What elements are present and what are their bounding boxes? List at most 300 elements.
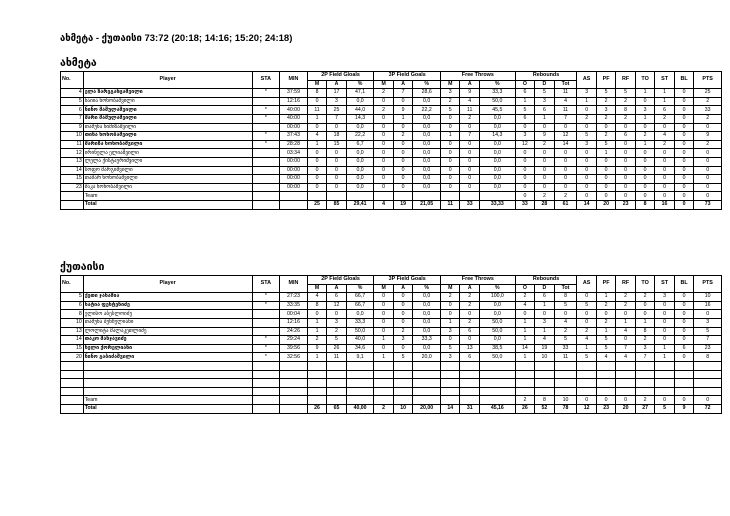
stat-pfc: 1 xyxy=(596,327,615,336)
stat-st: 3 xyxy=(655,293,674,302)
stat-pts: 0 xyxy=(694,175,722,184)
stat-pf: 0,0 xyxy=(479,140,515,149)
stat-rf: 6 xyxy=(616,132,635,141)
stat-pts: 7 xyxy=(694,336,722,345)
subheader-defensive: D xyxy=(535,80,554,89)
empty-cell xyxy=(515,379,534,388)
stat-sta xyxy=(252,327,280,336)
stat-mf: 0 xyxy=(440,310,459,319)
stat-mf: 0 xyxy=(440,123,459,132)
subheader-percent: % xyxy=(479,80,515,89)
total-mf: 11 xyxy=(440,200,459,209)
subheader-percent: % xyxy=(413,284,441,293)
header-rebounds: Rebounds xyxy=(515,72,577,81)
empty-cell xyxy=(346,192,374,201)
stat-pts: 2 xyxy=(694,97,722,106)
stat-st: 4 xyxy=(655,132,674,141)
empty-cell xyxy=(460,192,479,201)
player-row xyxy=(61,336,722,345)
stat-m3: 0 xyxy=(374,123,393,132)
stat-rf: 2 xyxy=(616,114,635,123)
stat-o: 1 xyxy=(515,336,534,345)
stat-st: 0 xyxy=(655,327,674,336)
stat-bl: 0 xyxy=(674,132,693,141)
empty-cell xyxy=(479,361,515,370)
empty-cell xyxy=(554,361,577,370)
stat-st: 1 xyxy=(655,353,674,362)
stat-t: 0 xyxy=(554,149,577,158)
stat-af: 0 xyxy=(460,166,479,175)
stat-m2: 0 xyxy=(307,157,326,166)
empty-cell xyxy=(479,192,515,201)
stat-m2: 4 xyxy=(307,293,326,302)
empty-cell xyxy=(346,361,374,370)
stat-sta xyxy=(252,149,280,158)
total-rf: 20 xyxy=(616,404,635,413)
stat-p3: 0,0 xyxy=(413,344,441,353)
header-no: No. xyxy=(61,72,84,89)
player-name: ლელა ქისტაურიშვილი xyxy=(83,157,252,166)
team-t: 10 xyxy=(554,396,577,405)
stat-o: 6 xyxy=(515,89,534,98)
stat-no: 11 xyxy=(61,140,84,149)
stat-min: 00:00 xyxy=(280,123,308,132)
empty-cell xyxy=(374,370,393,379)
empty-cell xyxy=(479,387,515,396)
player-name: თამუნა ბუნჩულიანი xyxy=(83,318,252,327)
stat-no: 4 xyxy=(61,89,84,98)
stat-m3: 0 xyxy=(374,157,393,166)
header-st: ST xyxy=(655,72,674,89)
player-name: ნინო მამულაშვილი xyxy=(83,106,252,115)
empty-cell xyxy=(694,379,722,388)
stat-t: 11 xyxy=(554,106,577,115)
stat-pf: 0,0 xyxy=(479,149,515,158)
stat-d: 3 xyxy=(535,318,554,327)
stat-sta xyxy=(252,175,280,184)
empty-cell xyxy=(674,370,693,379)
empty-cell xyxy=(252,404,280,413)
subheader-percent: % xyxy=(346,80,374,89)
stat-sta: * xyxy=(252,353,280,362)
player-row xyxy=(61,157,722,166)
stat-st: 0 xyxy=(655,318,674,327)
empty-cell xyxy=(413,192,441,201)
header-min: MIN xyxy=(280,276,308,293)
empty-cell xyxy=(346,387,374,396)
total-p2: 40,00 xyxy=(346,404,374,413)
player-name: ქეთი ჯანაშია xyxy=(83,293,252,302)
stat-as: 0 xyxy=(577,149,596,158)
stat-pfc: 4 xyxy=(596,353,615,362)
player-name: მაკა ხოხობაშვილი xyxy=(83,183,252,192)
stat-no: 6 xyxy=(61,301,84,310)
empty-cell xyxy=(616,370,635,379)
stat-a3: 7 xyxy=(393,89,412,98)
player-name: სოფო მარგიშვილი xyxy=(83,166,252,175)
team-pfc: 0 xyxy=(596,396,615,405)
stat-t: 0 xyxy=(554,166,577,175)
stat-af: 2 xyxy=(460,318,479,327)
stat-mf: 0 xyxy=(440,175,459,184)
stat-p3: 0,0 xyxy=(413,97,441,106)
player-name: ლოლიტა მალაკეთლიძე xyxy=(83,327,252,336)
team-label: Team xyxy=(83,192,252,201)
stat-st: 0 xyxy=(655,310,674,319)
empty-cell xyxy=(515,361,534,370)
stat-pts: 16 xyxy=(694,301,722,310)
stat-sta: * xyxy=(252,336,280,345)
team-st: 0 xyxy=(655,396,674,405)
header-min: MIN xyxy=(280,72,308,89)
total-m3: 4 xyxy=(374,200,393,209)
stat-no: 20 xyxy=(61,353,84,362)
total-row xyxy=(61,404,722,413)
stat-p2: 40,0 xyxy=(346,336,374,345)
header-3p: 3P Field Goals xyxy=(374,72,441,81)
stat-as: 3 xyxy=(577,140,596,149)
empty-cell xyxy=(307,361,326,370)
stat-af: 0 xyxy=(460,336,479,345)
stat-bl: 0 xyxy=(674,140,693,149)
stat-min: 33:35 xyxy=(280,301,308,310)
total-rf: 23 xyxy=(616,200,635,209)
stat-min: 28:28 xyxy=(280,140,308,149)
stat-p2: 50,0 xyxy=(346,327,374,336)
stat-a2: 2 xyxy=(327,327,346,336)
player-row xyxy=(61,293,722,302)
stat-af: 13 xyxy=(460,344,479,353)
stat-as: 4 xyxy=(577,336,596,345)
empty-cell xyxy=(674,379,693,388)
total-bl: 0 xyxy=(674,200,693,209)
empty-cell xyxy=(83,387,252,396)
empty-cell xyxy=(655,361,674,370)
subheader-total: Tot xyxy=(554,80,577,89)
stat-pts: 23 xyxy=(694,344,722,353)
stat-pfc: 0 xyxy=(596,157,615,166)
stat-sta: * xyxy=(252,344,280,353)
subheader-attempted: A xyxy=(393,80,412,89)
stat-a2: 3 xyxy=(327,97,346,106)
stat-o: 6 xyxy=(515,114,534,123)
player-row xyxy=(61,89,722,98)
empty-cell xyxy=(393,192,412,201)
stat-as: 0 xyxy=(577,166,596,175)
stat-min: 37:43 xyxy=(280,132,308,141)
stat-pf: 0,0 xyxy=(479,114,515,123)
header-pts: PTS xyxy=(694,276,722,293)
stat-o: 1 xyxy=(515,318,534,327)
stat-pts: 0 xyxy=(694,157,722,166)
stat-pfc: 0 xyxy=(596,166,615,175)
empty-cell xyxy=(280,387,308,396)
stat-o: 0 xyxy=(515,175,534,184)
stat-p3: 0,0 xyxy=(413,123,441,132)
empty-cell xyxy=(635,361,654,370)
stat-pts: 33 xyxy=(694,106,722,115)
subheader-attempted: A xyxy=(327,284,346,293)
player-row xyxy=(61,106,722,115)
empty-cell xyxy=(596,370,615,379)
team-to: 2 xyxy=(635,396,654,405)
game-title: ახმეტა - ქუთაისი 73:72 (20:18; 14:16; 15:20; 24:18) xyxy=(60,33,293,44)
empty-cell xyxy=(577,370,596,379)
player-row xyxy=(61,344,722,353)
stat-p3: 0,0 xyxy=(413,157,441,166)
stat-pfc: 0 xyxy=(596,183,615,192)
header-ft: Free Throws xyxy=(440,276,515,285)
team-row xyxy=(61,396,722,405)
stat-p2: 14,3 xyxy=(346,114,374,123)
stat-d: 1 xyxy=(535,114,554,123)
subheader-made: M xyxy=(374,284,393,293)
stat-af: 2 xyxy=(460,301,479,310)
empty-cell xyxy=(596,387,615,396)
stat-m2: 8 xyxy=(307,301,326,310)
stat-p2: 0,0 xyxy=(346,149,374,158)
subheader-made: M xyxy=(307,284,326,293)
stat-pf: 33,3 xyxy=(479,89,515,98)
stat-p2: 47,1 xyxy=(346,89,374,98)
stat-a2: 17 xyxy=(327,89,346,98)
empty-cell xyxy=(616,379,635,388)
stat-af: 2 xyxy=(460,293,479,302)
stat-sta xyxy=(252,318,280,327)
stat-as: 0 xyxy=(577,106,596,115)
stat-a2: 7 xyxy=(327,114,346,123)
stat-d: 5 xyxy=(535,89,554,98)
stat-d: 0 xyxy=(535,310,554,319)
stat-m2: 11 xyxy=(307,106,326,115)
stat-no: 7 xyxy=(61,114,84,123)
stat-rf: 0 xyxy=(616,140,635,149)
stat-p2: 0,0 xyxy=(346,166,374,175)
stat-m2: 0 xyxy=(307,175,326,184)
stat-p3: 33,3 xyxy=(413,336,441,345)
stat-p3: 28,6 xyxy=(413,89,441,98)
empty-cell xyxy=(479,396,515,405)
stat-min: 00:00 xyxy=(280,166,308,175)
stat-d: 10 xyxy=(535,353,554,362)
stat-bl: 6 xyxy=(674,344,693,353)
stat-rf: 2 xyxy=(616,293,635,302)
team-as: 0 xyxy=(577,396,596,405)
stat-a3: 0 xyxy=(393,175,412,184)
stat-min: 40:00 xyxy=(280,114,308,123)
stat-m3: 0 xyxy=(374,166,393,175)
total-m2: 25 xyxy=(307,200,326,209)
stat-o: 0 xyxy=(515,123,534,132)
stat-bl: 0 xyxy=(674,114,693,123)
empty-cell xyxy=(616,387,635,396)
stat-pfc: 2 xyxy=(596,97,615,106)
total-p3: 21,05 xyxy=(413,200,441,209)
team-label: Team xyxy=(83,396,252,405)
empty-cell xyxy=(61,379,84,388)
stat-pf: 100,0 xyxy=(479,293,515,302)
stat-mf: 1 xyxy=(440,318,459,327)
stat-pts: 10 xyxy=(694,293,722,302)
empty-cell xyxy=(346,379,374,388)
empty-cell xyxy=(694,361,722,370)
empty-cell xyxy=(577,361,596,370)
stat-to: 0 xyxy=(635,183,654,192)
stat-no: 13 xyxy=(61,157,84,166)
stat-as: 0 xyxy=(577,175,596,184)
subheader-offensive: O xyxy=(515,284,534,293)
stat-st: 1 xyxy=(655,97,674,106)
stat-m3: 0 xyxy=(374,293,393,302)
stat-sta xyxy=(252,157,280,166)
stat-m2: 0 xyxy=(307,123,326,132)
stat-rf: 0 xyxy=(616,183,635,192)
stat-pfc: 3 xyxy=(596,106,615,115)
empty-cell xyxy=(535,361,554,370)
stat-m2: 0 xyxy=(307,310,326,319)
stat-af: 6 xyxy=(460,327,479,336)
total-pf: 45,16 xyxy=(479,404,515,413)
stat-mf: 0 xyxy=(440,114,459,123)
stat-o: 0 xyxy=(515,310,534,319)
empty-row xyxy=(61,379,722,388)
stat-as: 1 xyxy=(577,97,596,106)
empty-cell xyxy=(577,387,596,396)
empty-cell xyxy=(252,192,280,201)
stat-as: 5 xyxy=(577,132,596,141)
stat-m3: 0 xyxy=(374,183,393,192)
player-name: თინა ხოხობაშვილი xyxy=(83,132,252,141)
stat-o: 1 xyxy=(515,327,534,336)
total-d: 52 xyxy=(535,404,554,413)
total-pts: 73 xyxy=(694,200,722,209)
stat-m2: 0 xyxy=(307,149,326,158)
stat-p2: 66,7 xyxy=(346,301,374,310)
stat-pf: 38,5 xyxy=(479,344,515,353)
stat-p2: 34,6 xyxy=(346,344,374,353)
player-name: ნინო გაბიძაშვილი xyxy=(83,353,252,362)
stat-pts: 0 xyxy=(694,123,722,132)
stat-m3: 1 xyxy=(374,336,393,345)
stat-p2: 44,0 xyxy=(346,106,374,115)
empty-cell xyxy=(393,379,412,388)
stat-a2: 0 xyxy=(327,157,346,166)
empty-cell xyxy=(635,379,654,388)
stat-sta xyxy=(252,183,280,192)
empty-cell xyxy=(327,192,346,201)
empty-cell xyxy=(280,200,308,209)
stat-sta: * xyxy=(252,140,280,149)
stat-pf: 50,0 xyxy=(479,97,515,106)
stat-m2: 1 xyxy=(307,327,326,336)
total-st: 16 xyxy=(655,200,674,209)
stat-t: 12 xyxy=(554,132,577,141)
stat-m2: 9 xyxy=(307,344,326,353)
stat-a2: 6 xyxy=(327,293,346,302)
stat-bl: 0 xyxy=(674,157,693,166)
stat-d: 0 xyxy=(535,157,554,166)
empty-cell xyxy=(440,387,459,396)
stat-bl: 0 xyxy=(674,293,693,302)
empty-cell xyxy=(440,192,459,201)
empty-cell xyxy=(554,370,577,379)
empty-cell xyxy=(596,379,615,388)
header-player: Player xyxy=(83,72,252,89)
stat-p2: 0,0 xyxy=(346,310,374,319)
stat-bl: 0 xyxy=(674,106,693,115)
stat-rf: 0 xyxy=(616,175,635,184)
stat-as: 0 xyxy=(577,183,596,192)
stat-p3: 0,0 xyxy=(413,114,441,123)
stat-a2: 5 xyxy=(327,336,346,345)
stat-sta: * xyxy=(252,293,280,302)
stat-pts: 0 xyxy=(694,149,722,158)
stat-pfc: 0 xyxy=(596,175,615,184)
stat-as: 0 xyxy=(577,157,596,166)
stat-bl: 0 xyxy=(674,327,693,336)
team-rf: 0 xyxy=(616,396,635,405)
stat-m3: 2 xyxy=(374,106,393,115)
away-stats-table xyxy=(60,275,722,414)
stat-bl: 0 xyxy=(674,318,693,327)
empty-cell xyxy=(327,361,346,370)
stat-min: 00:00 xyxy=(280,175,308,184)
total-as: 14 xyxy=(577,200,596,209)
stat-mf: 3 xyxy=(440,327,459,336)
stat-a3: 9 xyxy=(393,106,412,115)
stat-t: 0 xyxy=(554,123,577,132)
total-af: 33 xyxy=(460,200,479,209)
stat-st: 2 xyxy=(655,140,674,149)
stat-a2: 18 xyxy=(327,132,346,141)
stat-t: 5 xyxy=(554,336,577,345)
stat-p3: 0,0 xyxy=(413,149,441,158)
empty-cell xyxy=(374,192,393,201)
subheader-attempted: A xyxy=(327,80,346,89)
header-row xyxy=(61,276,722,285)
stat-t: 33 xyxy=(554,344,577,353)
empty-cell xyxy=(460,379,479,388)
stat-m3: 1 xyxy=(374,353,393,362)
stat-a2: 0 xyxy=(327,123,346,132)
stat-to: 7 xyxy=(635,353,654,362)
total-pts: 72 xyxy=(694,404,722,413)
empty-cell xyxy=(479,379,515,388)
player-name: ელისო აბესლოიძე xyxy=(83,310,252,319)
stat-a3: 0 xyxy=(393,157,412,166)
stat-m2: 0 xyxy=(307,183,326,192)
stat-d: 1 xyxy=(535,327,554,336)
stat-af: 0 xyxy=(460,149,479,158)
empty-cell xyxy=(252,370,280,379)
team-row xyxy=(61,192,722,201)
stat-m3: 0 xyxy=(374,114,393,123)
stat-as: 0 xyxy=(577,123,596,132)
team-t: 2 xyxy=(554,192,577,201)
stat-a2: 0 xyxy=(327,310,346,319)
player-name: თაკო მანჯავიძე xyxy=(83,336,252,345)
stat-t: 0 xyxy=(554,175,577,184)
header-2p: 2P Field Gloals xyxy=(307,276,374,285)
stat-to: 1 xyxy=(635,318,654,327)
header-row xyxy=(61,72,722,81)
stat-to: 2 xyxy=(635,132,654,141)
total-to: 8 xyxy=(635,200,654,209)
stat-min: 39:56 xyxy=(280,344,308,353)
stat-d: 3 xyxy=(535,97,554,106)
stat-pfc: 2 xyxy=(596,132,615,141)
stat-m3: 0 xyxy=(374,301,393,310)
